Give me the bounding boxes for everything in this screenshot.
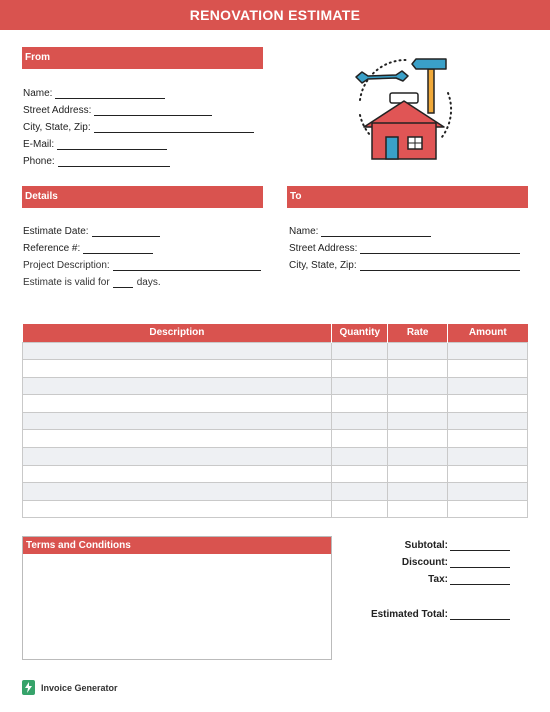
table-cell[interactable] (332, 430, 388, 448)
subtotal-field[interactable] (350, 540, 510, 551)
table-cell[interactable] (332, 395, 388, 413)
wrench-icon (356, 71, 408, 83)
table-cell[interactable] (332, 500, 388, 518)
table-cell[interactable] (448, 395, 528, 413)
table-cell[interactable] (332, 377, 388, 395)
from-street-field[interactable] (23, 105, 212, 116)
table-cell[interactable] (23, 465, 332, 483)
from-phone-label: Phone: (23, 156, 55, 167)
table-cell[interactable] (23, 430, 332, 448)
from-street-label: Street Address: (23, 105, 92, 116)
hammer-icon (412, 59, 446, 113)
table-row (23, 430, 528, 448)
table-cell[interactable] (448, 377, 528, 395)
from-city-label: City, State, Zip: (23, 122, 91, 133)
page-title: RENOVATION ESTIMATE (0, 0, 550, 30)
table-cell[interactable] (388, 430, 448, 448)
table-cell[interactable] (388, 342, 448, 360)
subtotal-label: Subtotal: (404, 540, 448, 551)
table-cell[interactable] (332, 342, 388, 360)
col-amount: Amount (448, 324, 528, 342)
table-cell[interactable] (448, 412, 528, 430)
table-cell[interactable] (448, 342, 528, 360)
estimate-date-field[interactable] (23, 226, 160, 237)
table-cell[interactable] (332, 465, 388, 483)
table-cell[interactable] (448, 448, 528, 466)
tax-field[interactable] (350, 574, 510, 585)
to-street-label: Street Address: (289, 243, 358, 254)
table-cell[interactable] (23, 342, 332, 360)
discount-label: Discount: (401, 557, 448, 568)
from-heading: From (22, 47, 263, 69)
from-email-field[interactable] (23, 139, 167, 150)
table-cell[interactable] (388, 483, 448, 501)
to-heading: To (287, 186, 528, 208)
table-row (23, 465, 528, 483)
items-table (22, 324, 528, 518)
details-heading: Details (22, 186, 263, 208)
table-row (23, 395, 528, 413)
table-cell[interactable] (388, 395, 448, 413)
from-email-label: E-Mail: (23, 139, 55, 150)
table-cell[interactable] (448, 430, 528, 448)
terms-heading: Terms and Conditions (23, 537, 331, 554)
from-city-field[interactable] (23, 122, 254, 133)
table-row (23, 412, 528, 430)
table-cell[interactable] (388, 500, 448, 518)
table-cell[interactable] (23, 448, 332, 466)
table-cell[interactable] (448, 360, 528, 378)
to-city-field[interactable] (289, 260, 520, 271)
table-cell[interactable] (448, 483, 528, 501)
to-name-field[interactable] (289, 226, 431, 237)
estimate-date-label: Estimate Date: (23, 226, 89, 237)
table-cell[interactable] (448, 465, 528, 483)
table-cell[interactable] (23, 377, 332, 395)
project-description-field[interactable] (23, 260, 261, 271)
terms-box[interactable] (22, 536, 332, 660)
from-phone-field[interactable] (23, 156, 170, 167)
table-cell[interactable] (23, 412, 332, 430)
invoice-generator-logo-icon (22, 680, 35, 695)
table-cell[interactable] (448, 500, 528, 518)
table-row (23, 360, 528, 378)
table-cell[interactable] (388, 377, 448, 395)
to-street-field[interactable] (289, 243, 520, 254)
house-tools-icon (350, 55, 462, 165)
table-cell[interactable] (332, 360, 388, 378)
estimated-total-field[interactable] (350, 609, 510, 620)
table-cell[interactable] (388, 448, 448, 466)
validity-field[interactable] (23, 277, 161, 288)
table-cell[interactable] (23, 360, 332, 378)
table-cell[interactable] (23, 500, 332, 518)
table-row (23, 500, 528, 518)
from-name-field[interactable] (23, 88, 165, 99)
col-rate: Rate (388, 324, 448, 342)
table-cell[interactable] (388, 412, 448, 430)
estimated-total-label: Estimated Total: (370, 609, 448, 620)
table-cell[interactable] (23, 395, 332, 413)
table-row (23, 483, 528, 501)
table-row (23, 342, 528, 360)
validity-prefix: Estimate is valid for (23, 277, 110, 288)
table-cell[interactable] (23, 483, 332, 501)
footer-brand[interactable] (22, 680, 118, 695)
table-row (23, 377, 528, 395)
discount-field[interactable] (350, 557, 510, 568)
to-name-label: Name: (289, 226, 319, 237)
from-name-label: Name: (23, 88, 53, 99)
reference-label: Reference #: (23, 243, 81, 254)
reference-field[interactable] (23, 243, 153, 254)
table-cell[interactable] (388, 465, 448, 483)
footer-brand-label: Invoice Generator (41, 682, 118, 693)
col-description: Description (23, 324, 332, 342)
table-cell[interactable] (388, 360, 448, 378)
project-description-label: Project Description: (23, 260, 110, 271)
table-cell[interactable] (332, 448, 388, 466)
col-quantity: Quantity (332, 324, 388, 342)
tax-label: Tax: (428, 574, 448, 585)
table-row (23, 448, 528, 466)
table-cell[interactable] (332, 483, 388, 501)
validity-suffix: days. (136, 277, 161, 288)
table-cell[interactable] (332, 412, 388, 430)
to-city-label: City, State, Zip: (289, 260, 357, 271)
